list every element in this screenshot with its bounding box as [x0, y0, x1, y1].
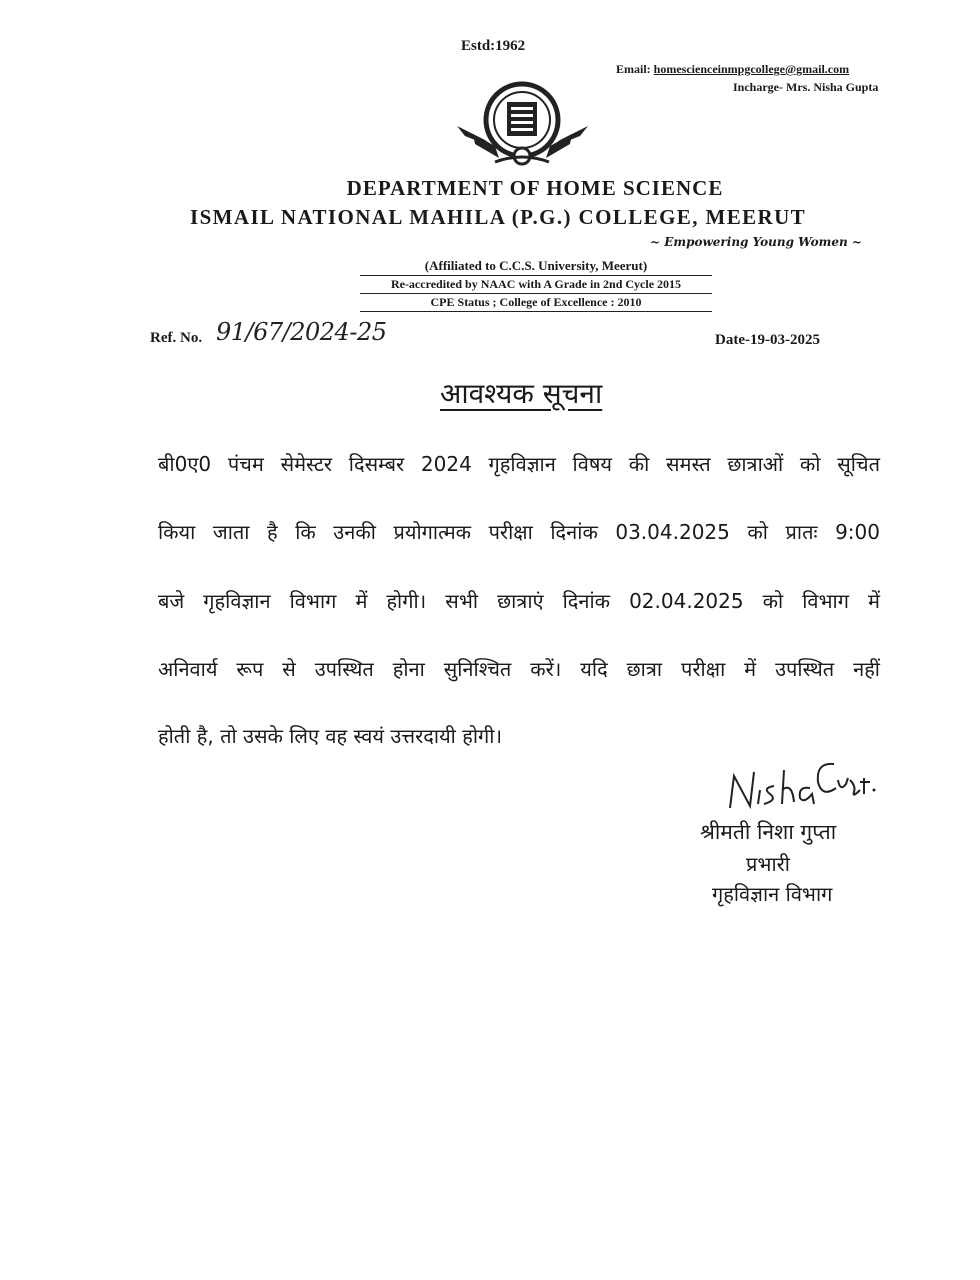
- college-name: ISMAIL NATIONAL MAHILA (P.G.) COLLEGE, MEERUT: [190, 205, 807, 229]
- email-label: Email:: [616, 62, 651, 76]
- notice-line: बजे गृहविज्ञान विभाग में होगी। सभी छात्राएं दिनांक 02.04.2025 को विभाग में: [158, 589, 880, 613]
- signatory-department: गृहविज्ञान विभाग: [712, 882, 833, 906]
- ref-label: Ref. No.: [150, 330, 203, 346]
- department-title: DEPARTMENT OF HOME SCIENCE: [346, 176, 724, 200]
- incharge-line: Incharge- Mrs. Nisha Gupta: [733, 80, 879, 94]
- handwritten-signature: [700, 750, 880, 820]
- email-address: homescienceinmpgcollege@gmail.com: [653, 62, 850, 76]
- notice-line: अनिवार्य रूप से उपस्थित होना सुनिश्चित करें। यदि छात्रा परीक्षा में उपस्थित नहीं: [158, 657, 880, 681]
- notice-line: होती है, तो उसके लिए वह स्वयं उत्तरदायी होगी।: [158, 724, 503, 748]
- signatory-role: प्रभारी: [746, 852, 790, 876]
- notice-line: बी0ए0 पंचम सेमेस्टर दिसम्बर 2024 गृहविज्ञान विषय की समस्त छात्राओं को सूचित: [158, 452, 880, 476]
- affiliation-block: [360, 257, 712, 312]
- affiliation-line: (Affiliated to C.C.S. University, Meerut): [360, 257, 712, 276]
- cpe-status-line: CPE Status ; College of Excellence : 2010: [360, 294, 712, 312]
- notice-heading: आवश्यक सूचना: [440, 377, 603, 410]
- notice-line: किया जाता है कि उनकी प्रयोगात्मक परीक्षा दिनांक 03.04.2025 को प्रातः 9:00: [158, 520, 880, 544]
- established-year: Estd:1962: [461, 38, 526, 54]
- email-line: [616, 62, 849, 77]
- tagline: ~ Empowering Young Women ~: [650, 235, 862, 249]
- accreditation-line: Re-accredited by NAAC with A Grade in 2nd Cycle 2015: [360, 276, 712, 294]
- notice-date: Date-19-03-2025: [715, 332, 820, 348]
- ref-number: 91/67/2024-25: [216, 318, 387, 346]
- college-emblem-icon: [455, 78, 590, 166]
- signatory-name: श्रीमती निशा गुप्ता: [700, 820, 837, 844]
